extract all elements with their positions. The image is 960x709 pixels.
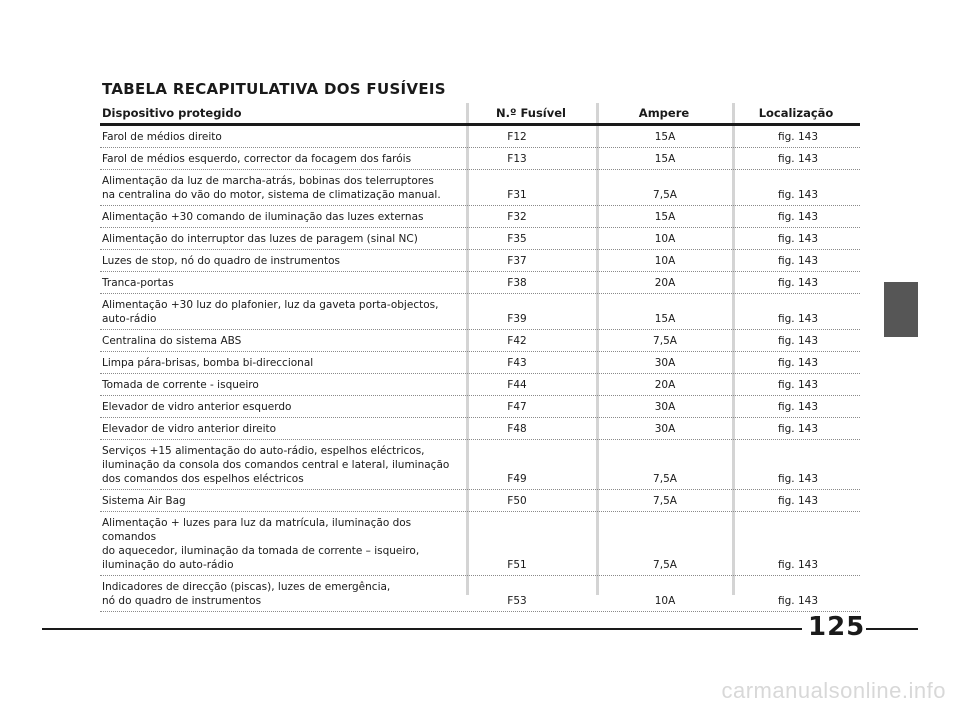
- device-cell: Luzes de stop, nó do quadro de instrumentos: [102, 255, 340, 267]
- device-cell: Alimentação +30 comando de iluminação das luzes externas: [102, 211, 424, 223]
- table-row: [100, 126, 860, 148]
- device-cell: Sistema Air Bag: [102, 495, 186, 507]
- location-cell: fig. 143: [778, 277, 818, 289]
- device-cell: Elevador de vidro anterior direito: [102, 423, 277, 435]
- fuse-cell: F37: [507, 255, 527, 267]
- ampere-cell: 7,5A: [653, 335, 677, 347]
- ampere-cell: 7,5A: [653, 473, 677, 485]
- table-row: [100, 576, 860, 612]
- table-row: [100, 206, 860, 228]
- ampere-cell: 7,5A: [653, 559, 677, 571]
- ampere-cell: 7,5A: [653, 495, 677, 507]
- fuse-cell: F35: [507, 233, 527, 245]
- location-cell: fig. 143: [778, 233, 818, 245]
- ampere-cell: 15A: [654, 313, 676, 325]
- fuse-cell: F49: [507, 473, 527, 485]
- location-cell: fig. 143: [778, 423, 818, 435]
- table-row: [100, 272, 860, 294]
- ampere-cell: 15A: [654, 131, 676, 143]
- location-cell: fig. 143: [778, 255, 818, 267]
- table-row: [100, 374, 860, 396]
- location-cell: fig. 143: [778, 189, 818, 201]
- table-row: [100, 396, 860, 418]
- device-cell: Alimentação da luz de marcha-atrás, bobinas dos telerruptores na centralina do vão do motor, sistema de climatização manual.: [102, 175, 441, 201]
- footer-rule-left: [42, 628, 802, 630]
- table-row: [100, 170, 860, 206]
- watermark: carmanualsonline.info: [721, 678, 946, 703]
- ampere-cell: 30A: [654, 357, 676, 369]
- ampere-cell: 20A: [654, 379, 676, 391]
- location-cell: fig. 143: [778, 313, 818, 325]
- header-ampere: Ampere: [638, 106, 690, 120]
- device-cell: Alimentação +30 luz do plafonier, luz da gaveta porta-objectos, auto-rádio: [102, 299, 439, 325]
- ampere-cell: 10A: [654, 233, 676, 245]
- device-cell: Farol de médios direito: [102, 131, 222, 143]
- location-cell: fig. 143: [778, 211, 818, 223]
- device-cell: Elevador de vidro anterior esquerdo: [102, 401, 292, 413]
- device-cell: Tomada de corrente - isqueiro: [102, 379, 259, 391]
- ampere-cell: 10A: [654, 595, 676, 607]
- ampere-cell: 7,5A: [653, 189, 677, 201]
- location-cell: fig. 143: [778, 401, 818, 413]
- ampere-cell: 15A: [654, 153, 676, 165]
- device-cell: Tranca-portas: [102, 277, 174, 289]
- header-fuse: N.º Fusível: [496, 106, 566, 120]
- fuse-cell: F38: [507, 277, 527, 289]
- location-cell: fig. 143: [778, 131, 818, 143]
- fuse-cell: F13: [507, 153, 527, 165]
- fuse-cell: F12: [507, 131, 527, 143]
- fuse-cell: F44: [507, 379, 527, 391]
- table-row: [100, 148, 860, 170]
- table-row: [100, 512, 860, 576]
- ampere-cell: 20A: [654, 277, 676, 289]
- fuse-cell: F53: [507, 595, 527, 607]
- device-cell: Serviços +15 alimentação do auto-rádio, espelhos eléctricos, iluminação da consola dos comandos central e lateral, iluminação dos comandos dos espelhos eléctricos: [102, 445, 450, 485]
- location-cell: fig. 143: [778, 495, 818, 507]
- table-row: [100, 294, 860, 330]
- page-title: TABELA RECAPITULATIVA DOS FUSÍVEIS: [102, 80, 446, 98]
- table-row: [100, 330, 860, 352]
- ampere-cell: 10A: [654, 255, 676, 267]
- fuse-table: [100, 103, 860, 612]
- device-cell: Alimentação do interruptor das luzes de paragem (sinal NC): [102, 233, 418, 245]
- fuse-cell: F43: [507, 357, 527, 369]
- table-row: [100, 440, 860, 490]
- table-row: [100, 250, 860, 272]
- fuse-cell: F32: [507, 211, 527, 223]
- section-tab-marker: [884, 282, 918, 337]
- header-device: Dispositivo protegido: [102, 106, 242, 120]
- device-cell: Limpa pára-brisas, bomba bi-direccional: [102, 357, 314, 369]
- location-cell: fig. 143: [778, 379, 818, 391]
- header-location: Localização: [758, 106, 834, 120]
- table-body: [100, 126, 860, 612]
- location-cell: fig. 143: [778, 335, 818, 347]
- device-cell: Centralina do sistema ABS: [102, 335, 242, 347]
- table-row: [100, 352, 860, 374]
- location-cell: fig. 143: [778, 595, 818, 607]
- ampere-cell: 15A: [654, 211, 676, 223]
- ampere-cell: 30A: [654, 401, 676, 413]
- location-cell: fig. 143: [778, 473, 818, 485]
- fuse-cell: F48: [507, 423, 527, 435]
- table-row: [100, 228, 860, 250]
- fuse-cell: F31: [507, 189, 527, 201]
- device-cell: Farol de médios esquerdo, corrector da focagem dos faróis: [102, 153, 412, 165]
- ampere-cell: 30A: [654, 423, 676, 435]
- location-cell: fig. 143: [778, 153, 818, 165]
- table-row: [100, 490, 860, 512]
- location-cell: fig. 143: [778, 357, 818, 369]
- table-row: [100, 418, 860, 440]
- fuse-cell: F42: [507, 335, 527, 347]
- fuse-cell: F47: [507, 401, 527, 413]
- location-cell: fig. 143: [778, 559, 818, 571]
- fuse-cell: F51: [507, 559, 527, 571]
- table-header: [100, 103, 860, 126]
- fuse-cell: F39: [507, 313, 527, 325]
- device-cell: Indicadores de direcção (piscas), luzes de emergência, nó do quadro de instrumentos: [102, 581, 391, 607]
- page-number: 125: [808, 612, 866, 642]
- fuse-cell: F50: [507, 495, 527, 507]
- footer-rule-right: [866, 628, 918, 630]
- device-cell: Alimentação + luzes para luz da matrícula, iluminação dos comandos do aquecedor, iluminação da tomada de corrente – isqueiro, iluminação do auto-rádio: [102, 517, 420, 571]
